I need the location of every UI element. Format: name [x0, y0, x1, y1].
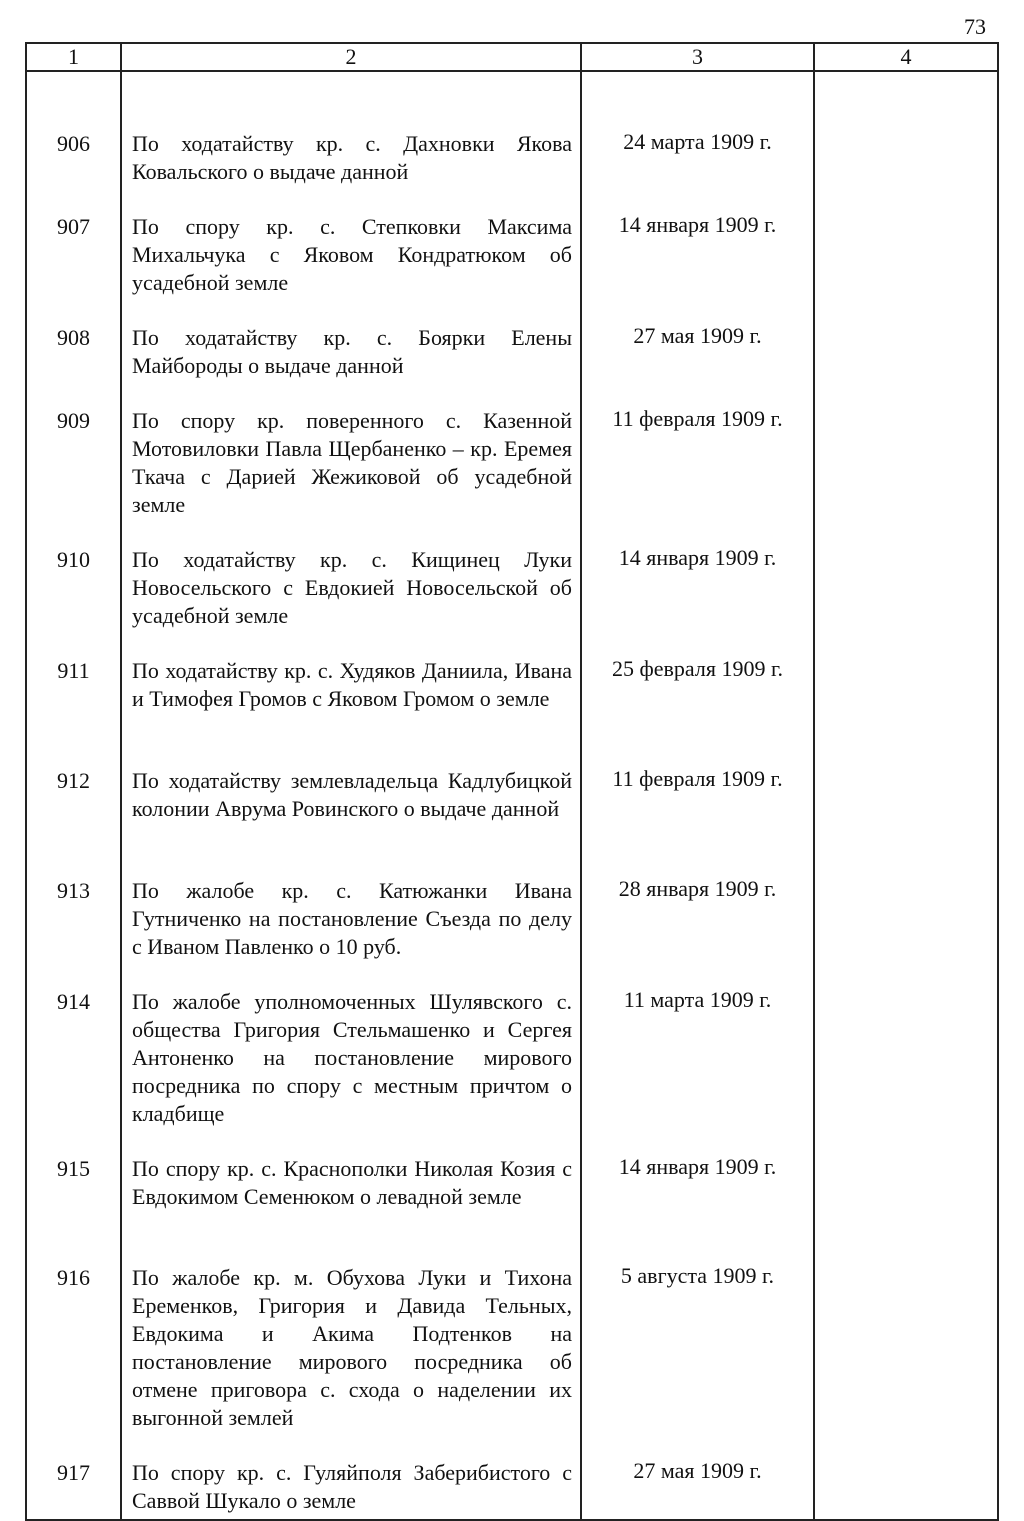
record-date: 27 мая 1909 г. [633, 323, 762, 348]
header-col-4: 4 [814, 43, 998, 71]
record-description: По жалобе кр. с. Катюжанки Ивана Гутниченко на постановление Съезда по делу с Иваном Павленко о 10 руб. [132, 878, 572, 959]
table-row [26, 519, 998, 630]
header-col-1: 1 [26, 43, 121, 71]
header-col-3: 3 [581, 43, 814, 71]
record-date: 11 февраля 1909 г. [612, 766, 783, 791]
record-date: 11 февраля 1909 г. [612, 406, 783, 431]
table-row [26, 850, 998, 961]
record-description: По спору кр. с. Степковки Максима Михальчука с Яковом Кондратюком об усадебной земле [132, 214, 572, 295]
record-number: 912 [57, 768, 90, 793]
table-row [26, 1128, 998, 1237]
record-date: 5 августа 1909 г. [620, 1263, 775, 1288]
record-date: 14 января 1909 г. [618, 545, 777, 570]
record-number: 914 [57, 989, 90, 1014]
record-date: 25 февраля 1909 г. [611, 656, 783, 681]
table-row [26, 71, 998, 186]
table-row [26, 961, 998, 1128]
record-number: 911 [57, 658, 90, 683]
record-description: По жалобе уполномоченных Шулявского с. общества Григория Стельмашенко и Сергея Антоненко на постановление мирового посредника по спору с местным причтом о кладбище [132, 989, 572, 1126]
record-number: 917 [57, 1460, 90, 1485]
record-number: 913 [57, 878, 90, 903]
header-row [26, 43, 998, 71]
table-row [26, 1237, 998, 1432]
table-row [26, 297, 998, 380]
record-date: 28 января 1909 г. [618, 876, 777, 901]
table-row [26, 186, 998, 297]
record-description: По спору кр. с. Краснополки Николая Козия с Евдокимом Семенюком о левадной земле [132, 1156, 572, 1209]
record-description: По спору кр. с. Гуляйполя Заберибистого с Саввой Шукало о земле [132, 1460, 572, 1513]
record-date: 14 января 1909 г. [618, 1154, 777, 1179]
page-number: 73 [964, 14, 986, 39]
record-description: По ходатайству кр. с. Худяков Даниила, Ивана и Тимофея Громов с Яковом Громом о земле [132, 658, 572, 711]
record-date: 27 мая 1909 г. [633, 1458, 762, 1483]
table-row [26, 630, 998, 740]
record-number: 915 [57, 1156, 90, 1181]
records-table [25, 42, 999, 1521]
record-number: 907 [57, 214, 90, 239]
record-description: По жалобе кр. м. Обухова Луки и Тихона Еременков, Григория и Давида Тельных, Евдокима и Акима Подтенков на постановление мирового посредника об отмене приговора с. схода о наделении их выгонной землей [132, 1265, 572, 1430]
record-date: 14 января 1909 г. [618, 212, 777, 237]
record-date: 11 марта 1909 г. [623, 987, 772, 1012]
record-description: По ходатайству кр. с. Дахновки Якова Ковальского о выдаче данной [132, 131, 572, 184]
table-row [26, 1432, 998, 1520]
record-description: По ходатайству землевладельца Кадлубицкой колонии Аврума Ровинского о выдаче данной [132, 768, 572, 821]
record-number: 916 [57, 1265, 90, 1290]
header-col-2: 2 [121, 43, 581, 71]
record-description: По ходатайству кр. с. Кищинец Луки Новосельского с Евдокией Новосельской об усадебной земле [132, 547, 572, 628]
record-number: 910 [57, 547, 90, 572]
record-number: 909 [57, 408, 90, 433]
record-date: 24 марта 1909 г. [623, 129, 772, 154]
table-row [26, 380, 998, 519]
record-number: 906 [57, 131, 90, 156]
record-description: По ходатайству кр. с. Боярки Елены Майбороды о выдаче данной [132, 325, 572, 378]
record-number: 908 [57, 325, 90, 350]
table-row [26, 740, 998, 850]
record-description: По спору кр. поверенного с. Казенной Мотовиловки Павла Щербаненко – кр. Еремея Ткача с Дарией Жежиковой об усадебной земле [132, 408, 572, 517]
